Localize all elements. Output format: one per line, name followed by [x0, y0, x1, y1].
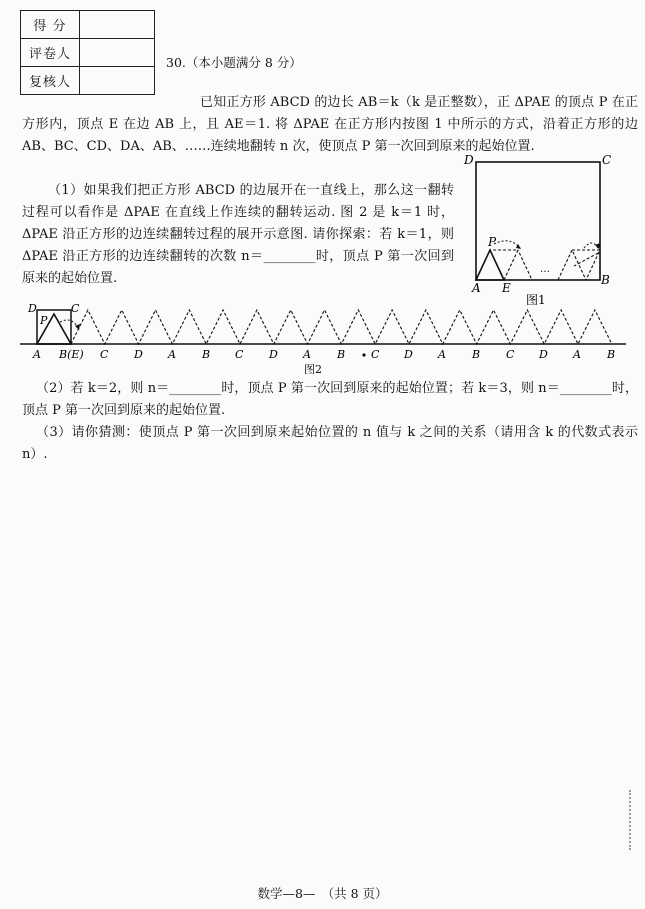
fig2-top-d: D	[28, 302, 37, 315]
fig1-label-d: D	[464, 153, 474, 167]
fig2-bottom-label: C	[506, 348, 515, 361]
fig2-caption: 图2	[304, 363, 322, 376]
score-label: 得 分	[21, 11, 80, 39]
score-cell[interactable]	[80, 11, 155, 39]
fig1-caption: 图1	[526, 293, 546, 307]
reviewer-cell[interactable]	[80, 67, 155, 95]
question-part3: （3）请你猜测：使顶点 P 第一次回到原来起始位置的 n 值与 k 之间的关系（请用含 k 的代数式表示 n）.	[22, 425, 638, 462]
fig2-bottom-label: A	[168, 348, 176, 361]
question-part2: （2）若 k＝2，则 n＝________时，顶点 P 第一次回到原来的起始位置；若 k＝3，则 n＝________时，顶点 P 第一次回到原来的起始位置.	[22, 381, 638, 418]
fig2-bottom-label: A	[303, 348, 311, 361]
fig2-bottom-label: C	[235, 348, 244, 361]
fig2-bottom-label: D	[539, 348, 548, 361]
fig1-label-e: E	[502, 281, 511, 295]
figure-2	[20, 300, 628, 378]
fig2-top-p: P	[40, 314, 48, 327]
fig2-dashed-path	[71, 310, 612, 344]
fig2-zigzag	[71, 310, 612, 344]
fig2-bottom-label: A	[438, 348, 446, 361]
question-header: 30.（本小题满分 8 分）	[166, 55, 302, 70]
fig2-bottom-label: B	[202, 348, 211, 361]
fig1-label-p: P	[488, 235, 497, 249]
fig2-bottom-label: B	[607, 348, 616, 361]
fig1-label-b: B	[601, 273, 610, 287]
fig2-bottom-label: B(E)	[59, 348, 84, 361]
grader-label: 评卷人	[21, 39, 80, 67]
score-table	[20, 10, 155, 95]
grader-cell[interactable]	[80, 39, 155, 67]
fig2-bottom-label: D	[134, 348, 143, 361]
binding-dots-upper	[629, 790, 634, 850]
fig2-top-c: C	[71, 302, 80, 315]
fig2-bottom-label: D	[269, 348, 278, 361]
figure-1	[458, 152, 638, 310]
question-part1: （1）如果我们把正方形 ABCD 的边展开在一直线上，那么这一翻转过程可以看作是 ΔPAE 在直线上作连续的翻转运动. 图 2 是 k＝1 时，ΔPAE 沿正方形的边连续翻转过程的展开示意图. 请你探索：若 k＝1，则 ΔPAE 沿正方形的边连续翻转的次数 n＝________时，顶点 P 第一次回到原来的起始位置.	[22, 183, 454, 286]
fig2-bottom-label: A	[573, 348, 581, 361]
fig2-bottom-label: C	[371, 348, 380, 361]
fig2-bottom-label: B	[337, 348, 346, 361]
fig2-bottom-label: D	[404, 348, 413, 361]
fig2-bottom-label: B	[472, 348, 481, 361]
fig1-label-a: A	[472, 281, 481, 295]
fig2-bottom-label: C	[100, 348, 109, 361]
question-intro: 已知正方形 ABCD 的边长 AB＝k（k 是正整数），正 ΔPAE 的顶点 P 在正方形内，顶点 E 在边 AB 上，且 AE＝1. 将 ΔPAE 在正方形内按图 1 中所示的方式，沿着正方形的边 AB、BC、CD、DA、AB、……连续地翻转 n 次，使顶点 P 第一次回到原来的起始位置.	[22, 95, 638, 154]
fig1-label-c: C	[602, 153, 612, 167]
reviewer-label: 复核人	[21, 67, 80, 95]
fig2-bottom-labels	[32, 348, 615, 361]
fig1-ellipsis: …	[540, 264, 550, 275]
page-footer: 数学—8— （共 8 页）	[257, 886, 388, 901]
fig1-triangle	[476, 250, 504, 280]
fig2-bottom-label: A	[33, 348, 41, 361]
